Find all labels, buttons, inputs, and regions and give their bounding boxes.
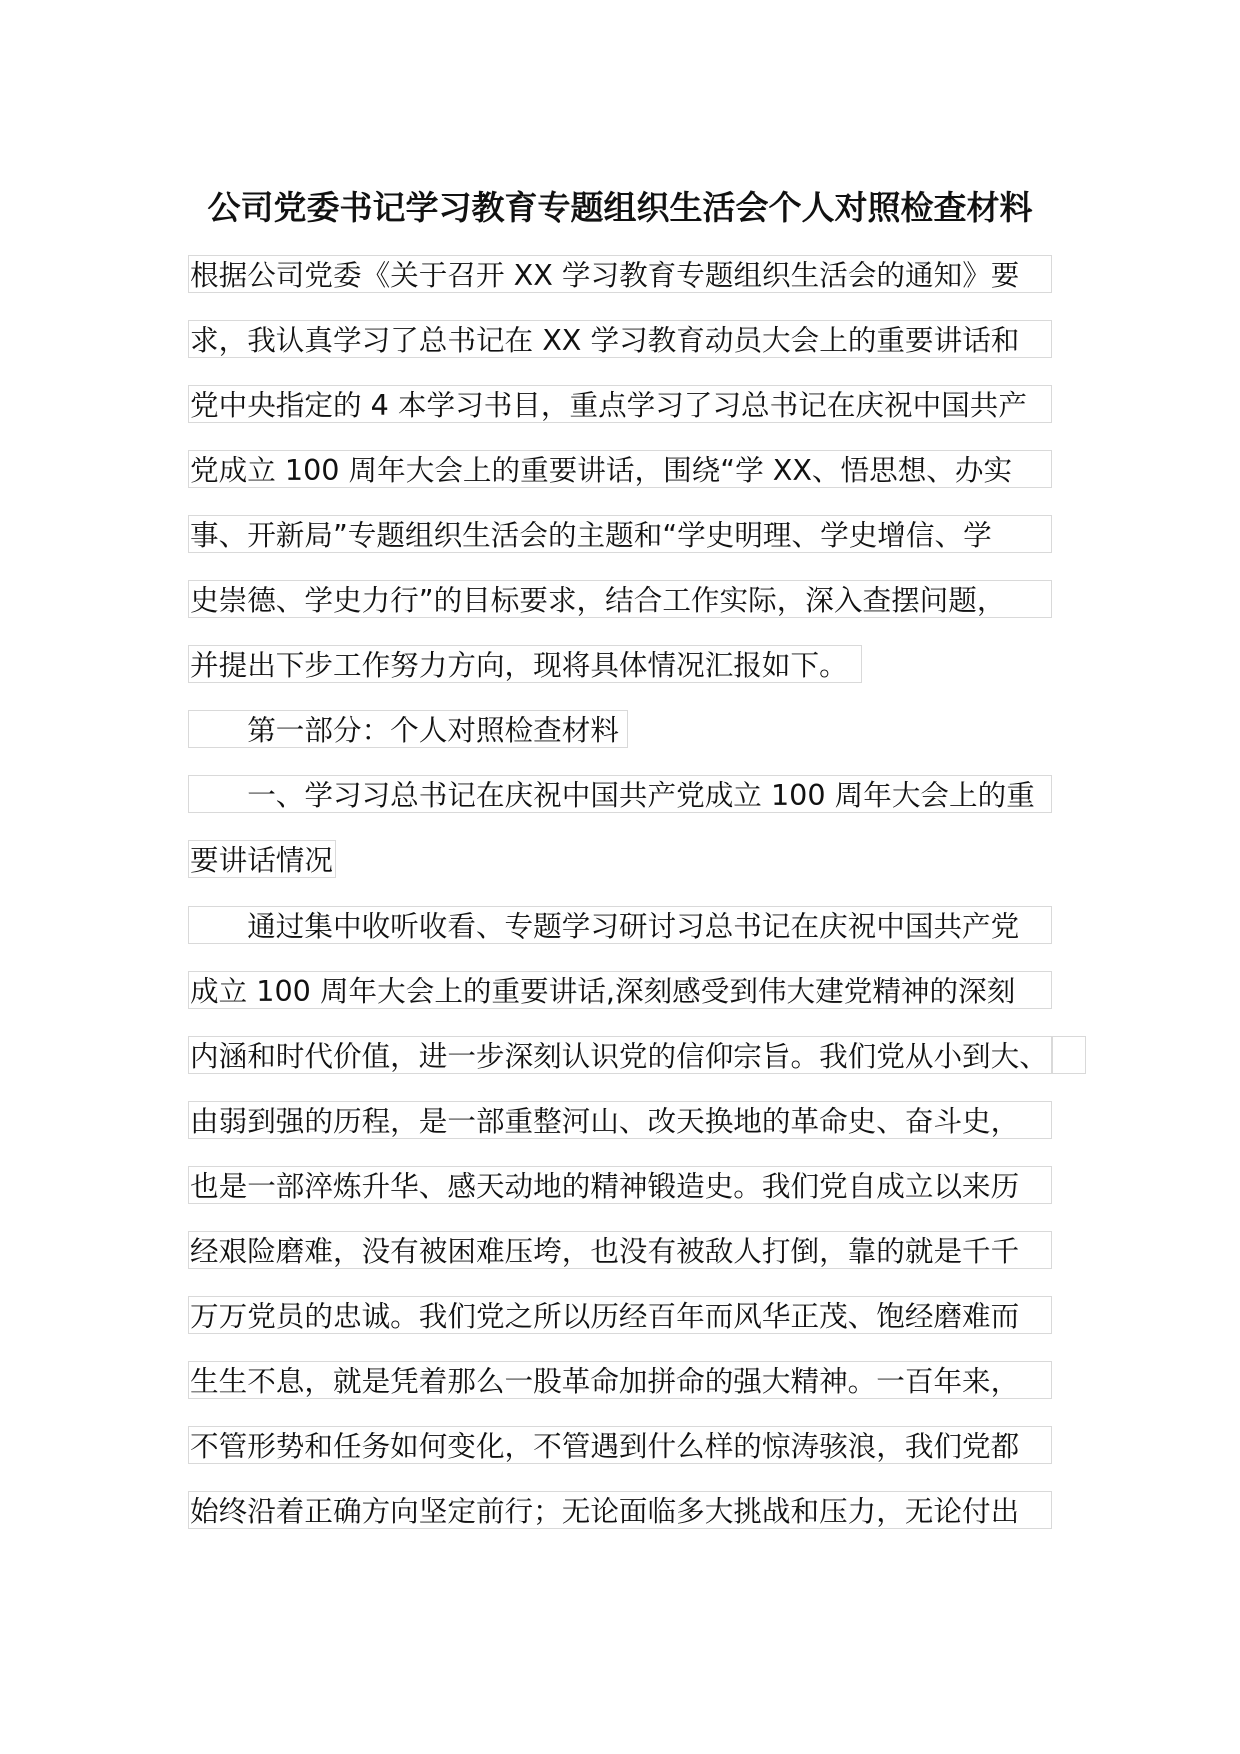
subsection-heading: 要讲话情况 xyxy=(188,840,336,878)
subsection-heading: 一、学习习总书记在庆祝中国共产党成立 100 周年大会上的重 xyxy=(188,775,1052,813)
overflow-char-box xyxy=(1052,1036,1086,1074)
paragraph-line: 由弱到强的历程，是一部重整河山、改天换地的革命史、奋斗史， xyxy=(188,1101,1052,1139)
paragraph-line: 生生不息，就是凭着那么一股革命加拼命的强大精神。一百年来， xyxy=(188,1361,1052,1399)
paragraph-line: 经艰险磨难，没有被困难压垮，也没有被敌人打倒，靠的就是千千 xyxy=(188,1231,1052,1269)
paragraph-line: 不管形势和任务如何变化，不管遇到什么样的惊涛骇浪，我们党都 xyxy=(188,1426,1052,1464)
paragraph-line: 并提出下步工作努力方向，现将具体情况汇报如下。 xyxy=(188,645,862,683)
document-title: 公司党委书记学习教育专题组织生活会个人对照检查材料 xyxy=(207,188,1033,227)
paragraph-line: 也是一部淬炼升华、感天动地的精神锻造史。我们党自成立以来历 xyxy=(188,1166,1052,1204)
paragraph-line: 成立 100 周年大会上的重要讲话,深刻感受到伟大建党精神的深刻 xyxy=(188,971,1052,1009)
paragraph-line: 内涵和时代价值，进一步深刻认识党的信仰宗旨。我们党从小到大、 xyxy=(188,1036,1052,1074)
paragraph-line: 通过集中收听收看、专题学习研讨习总书记在庆祝中国共产党 xyxy=(188,906,1052,944)
paragraph-line: 事、开新局”专题组织生活会的主题和“学史明理、学史增信、学 xyxy=(188,515,1052,553)
paragraph-line: 党中央指定的 4 本学习书目，重点学习了习总书记在庆祝中国共产 xyxy=(188,385,1052,423)
paragraph-line: 史崇德、学史力行”的目标要求，结合工作实际，深入查摆问题， xyxy=(188,580,1052,618)
paragraph-line: 求，我认真学习了总书记在 XX 学习教育动员大会上的重要讲话和 xyxy=(188,320,1052,358)
section-heading: 第一部分：个人对照检查材料 xyxy=(188,710,628,748)
paragraph-line: 根据公司党委《关于召开 XX 学习教育专题组织生活会的通知》要 xyxy=(188,255,1052,293)
paragraph-line: 党成立 100 周年大会上的重要讲话，围绕“学 XX、悟思想、办实 xyxy=(188,450,1052,488)
paragraph-line: 万万党员的忠诚。我们党之所以历经百年而风华正茂、饱经磨难而 xyxy=(188,1296,1052,1334)
paragraph-line: 始终沿着正确方向坚定前行；无论面临多大挑战和压力，无论付出 xyxy=(188,1491,1052,1529)
